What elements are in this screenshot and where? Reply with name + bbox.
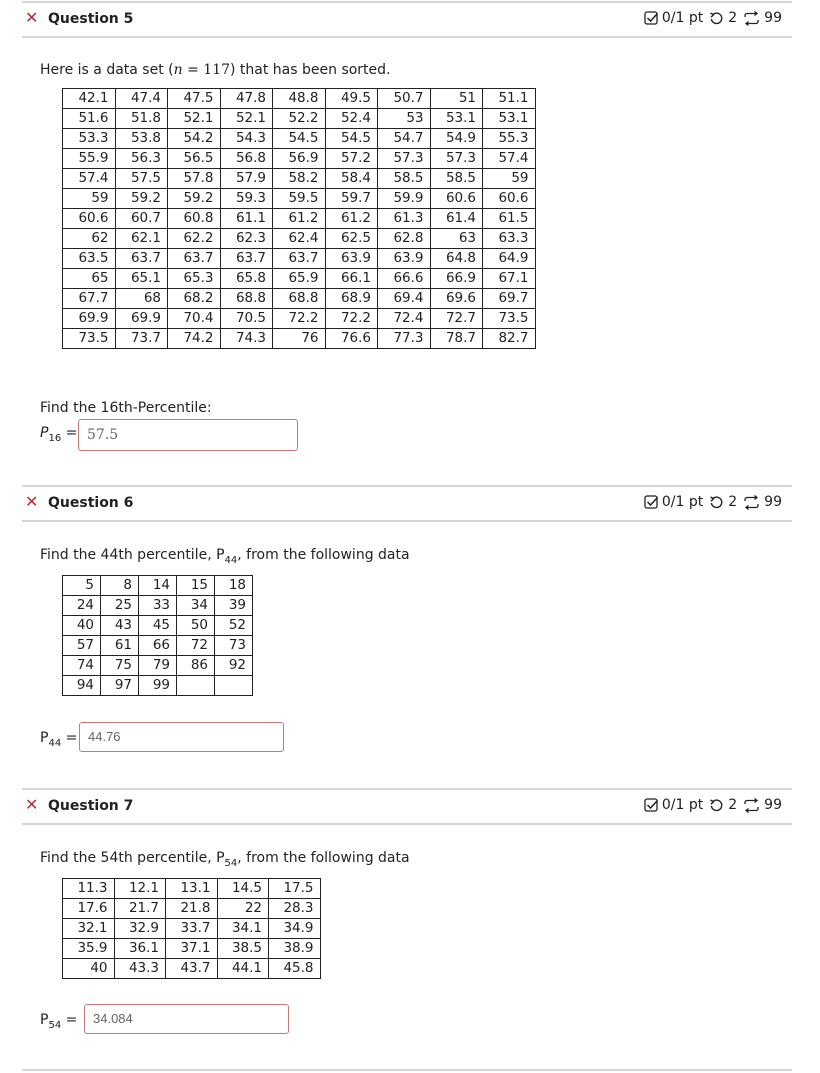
table-cell: 54.3 [220, 129, 273, 149]
table-cell: 86 [177, 656, 215, 676]
table-cell: 63.9 [378, 249, 431, 269]
table-cell: 59.9 [378, 189, 431, 209]
table-cell: 53.1 [430, 109, 483, 129]
table-cell: 68.8 [220, 289, 273, 309]
table-cell: 53.3 [63, 129, 116, 149]
table-cell: 51.6 [63, 109, 116, 129]
table-row [63, 616, 253, 636]
checkbox-icon [644, 798, 659, 813]
table-cell: 62.4 [273, 229, 326, 249]
table-cell: 59.2 [168, 189, 221, 209]
table-cell: 5 [63, 576, 101, 596]
table-cell: 22 [217, 899, 269, 919]
table-cell: 43 [101, 616, 139, 636]
table-cell: 42.1 [63, 89, 116, 109]
table-cell: 68.2 [168, 289, 221, 309]
table-cell: 62.3 [220, 229, 273, 249]
table-cell: 57.5 [115, 169, 168, 189]
table-row [63, 656, 253, 676]
table-cell: 54.5 [325, 129, 378, 149]
table-cell: 45 [139, 616, 177, 636]
table-row [63, 596, 253, 616]
table-cell: 50.7 [378, 89, 431, 109]
table-cell: 61.4 [430, 209, 483, 229]
answer-label: $P_{16}$ = [40, 425, 78, 444]
table-cell: 60.7 [115, 209, 168, 229]
table-row [63, 149, 536, 169]
table-cell: 50 [177, 616, 215, 636]
question-meta [644, 10, 782, 26]
table-row [63, 169, 536, 189]
table-cell: 38.5 [217, 939, 269, 959]
table-cell: 33 [139, 596, 177, 616]
question-text: Find the 16th-Percentile: [40, 400, 212, 416]
table-cell: 69.7 [483, 289, 536, 309]
checkbox-icon [644, 495, 659, 510]
retry-icon [709, 798, 724, 813]
table-row [63, 636, 253, 656]
table-cell: 60.8 [168, 209, 221, 229]
table-row [63, 959, 321, 979]
table-cell: 67.1 [483, 269, 536, 289]
table-cell: 94 [63, 676, 101, 696]
table-cell: 74.3 [220, 329, 273, 349]
table-cell: 21.8 [166, 899, 218, 919]
table-cell: 58.5 [378, 169, 431, 189]
table-cell: 63.7 [115, 249, 168, 269]
question-prompt: Here is a data set (n = 117) that has been sorted. [40, 62, 391, 78]
table-cell: 57 [63, 636, 101, 656]
table-cell: 59.2 [115, 189, 168, 209]
table-cell: 63 [430, 229, 483, 249]
table-cell: 72.2 [273, 309, 326, 329]
table-cell: 73.7 [115, 329, 168, 349]
table-cell: 75 [101, 656, 139, 676]
table-row [63, 229, 536, 249]
header-divider [22, 520, 792, 522]
table-cell: 53 [378, 109, 431, 129]
table-cell: 57.4 [63, 169, 116, 189]
table-cell: 74 [63, 656, 101, 676]
table-cell: 48.8 [273, 89, 326, 109]
x-icon: ✕ [25, 492, 39, 511]
table-cell: 65.8 [220, 269, 273, 289]
table-cell: 52.1 [168, 109, 221, 129]
table-cell: 82.7 [483, 329, 536, 349]
table-cell: 64.8 [430, 249, 483, 269]
table-row [63, 309, 536, 329]
score-text: 0/1 pt [661, 797, 704, 813]
table-cell: 38.9 [269, 939, 321, 959]
table-cell: 92 [215, 656, 253, 676]
table-cell: 28.3 [269, 899, 321, 919]
table-cell [215, 676, 253, 696]
table-cell: 34 [177, 596, 215, 616]
table-cell: 18 [215, 576, 253, 596]
table-cell: 63.7 [273, 249, 326, 269]
attempts-icon [743, 495, 760, 510]
table-cell: 51.8 [115, 109, 168, 129]
table-cell: 69.9 [115, 309, 168, 329]
table-cell: 34.9 [269, 919, 321, 939]
table-cell: 43.3 [114, 959, 166, 979]
table-cell: 57.3 [430, 149, 483, 169]
header-divider [22, 823, 792, 825]
table-row [63, 676, 253, 696]
table-cell: 63.7 [168, 249, 221, 269]
table-cell: 58.2 [273, 169, 326, 189]
table-cell: 55.3 [483, 129, 536, 149]
table-cell: 63.9 [325, 249, 378, 269]
table-cell: 69.9 [63, 309, 116, 329]
table-row [63, 109, 536, 129]
table-cell: 59.7 [325, 189, 378, 209]
table-cell: 37.1 [166, 939, 218, 959]
question-5-header [22, 2, 792, 36]
table-cell: 64.9 [483, 249, 536, 269]
table-cell: 74.2 [168, 329, 221, 349]
table-cell: 68 [115, 289, 168, 309]
table-cell: 33.7 [166, 919, 218, 939]
table-cell: 59.5 [273, 189, 326, 209]
checkbox-icon [644, 11, 659, 26]
attempts-icon [743, 798, 760, 813]
table-cell: 58.5 [430, 169, 483, 189]
table-cell: 17.6 [63, 899, 115, 919]
table-cell: 62.8 [378, 229, 431, 249]
table-cell: 57.4 [483, 149, 536, 169]
table-cell: 39 [215, 596, 253, 616]
table-cell: 77.3 [378, 329, 431, 349]
table-cell: 79 [139, 656, 177, 676]
table-cell: 44.1 [217, 959, 269, 979]
table-row [63, 249, 536, 269]
attempts-count: 99 [764, 494, 782, 510]
table-cell: 67.7 [63, 289, 116, 309]
answer-label: $P_{54}$ = [40, 1012, 78, 1031]
retries-count: 2 [728, 494, 738, 510]
table-cell: 56.8 [220, 149, 273, 169]
table-cell: 52.4 [325, 109, 378, 129]
header-divider [22, 36, 792, 38]
table-cell: 47.8 [220, 89, 273, 109]
table-cell: 73 [215, 636, 253, 656]
answer-input[interactable]: 34.084 [84, 1004, 289, 1034]
table-cell: 76.6 [325, 329, 378, 349]
table-cell: 43.7 [166, 959, 218, 979]
table-cell: 69.4 [378, 289, 431, 309]
table-cell [177, 676, 215, 696]
retries-count: 2 [728, 797, 738, 813]
table-cell: 56.9 [273, 149, 326, 169]
table-cell: 57.8 [168, 169, 221, 189]
table-cell: 59 [63, 189, 116, 209]
table-row [63, 209, 536, 229]
table-cell: 35.9 [63, 939, 115, 959]
table-cell: 32.9 [114, 919, 166, 939]
table-row [63, 129, 536, 149]
table-cell: 51 [430, 89, 483, 109]
table-cell: 57.3 [378, 149, 431, 169]
question-meta [644, 797, 782, 813]
table-cell: 40 [63, 616, 101, 636]
table-cell: 61.2 [273, 209, 326, 229]
table-cell: 99 [139, 676, 177, 696]
table-cell: 72 [177, 636, 215, 656]
table-cell: 72.4 [378, 309, 431, 329]
table-cell: 54.7 [378, 129, 431, 149]
table-row [63, 329, 536, 349]
table-cell: 70.4 [168, 309, 221, 329]
table-cell: 66.6 [378, 269, 431, 289]
table-cell: 61.2 [325, 209, 378, 229]
question-title: Question 6 [48, 495, 134, 511]
table-row [63, 919, 321, 939]
table-cell: 11.3 [63, 879, 115, 899]
table-row [63, 89, 536, 109]
data-table [62, 878, 321, 979]
table-cell: 14 [139, 576, 177, 596]
table-cell: 60.6 [483, 189, 536, 209]
table-cell: 51.1 [483, 89, 536, 109]
question-prompt: Find the 44th percentile, $P_{44}$, from the following data [40, 547, 410, 566]
table-cell: 63.5 [63, 249, 116, 269]
data-table [62, 88, 536, 349]
table-cell: 97 [101, 676, 139, 696]
attempts-count: 99 [764, 797, 782, 813]
question-title: Question 5 [48, 11, 134, 27]
table-cell: 49.5 [325, 89, 378, 109]
table-cell: 14.5 [217, 879, 269, 899]
table-cell: 45.8 [269, 959, 321, 979]
table-row [63, 269, 536, 289]
table-row [63, 289, 536, 309]
table-cell: 12.1 [114, 879, 166, 899]
table-cell: 52 [215, 616, 253, 636]
question-6-header [22, 486, 792, 520]
answer-input[interactable]: 57.5 [78, 419, 298, 451]
table-cell: 57.9 [220, 169, 273, 189]
question-title: Question 7 [48, 798, 134, 814]
table-row [63, 939, 321, 959]
score-text: 0/1 pt [661, 10, 704, 26]
table-cell: 21.7 [114, 899, 166, 919]
x-icon: ✕ [25, 8, 39, 27]
table-cell: 66.1 [325, 269, 378, 289]
table-cell: 61.3 [378, 209, 431, 229]
table-cell: 73.5 [483, 309, 536, 329]
table-cell: 54.9 [430, 129, 483, 149]
table-cell: 65 [63, 269, 116, 289]
table-cell: 8 [101, 576, 139, 596]
table-cell: 53.1 [483, 109, 536, 129]
attempts-icon [743, 11, 760, 26]
data-table [62, 575, 253, 696]
table-cell: 55.9 [63, 149, 116, 169]
table-cell: 65.9 [273, 269, 326, 289]
table-row [63, 189, 536, 209]
table-cell: 69.6 [430, 289, 483, 309]
question-meta [644, 494, 782, 510]
table-cell: 73.5 [63, 329, 116, 349]
table-cell: 54.2 [168, 129, 221, 149]
table-row [63, 899, 321, 919]
table-cell: 13.1 [166, 879, 218, 899]
table-row [63, 576, 253, 596]
table-cell: 61 [101, 636, 139, 656]
table-cell: 56.3 [115, 149, 168, 169]
table-cell: 65.3 [168, 269, 221, 289]
table-cell: 62.5 [325, 229, 378, 249]
table-cell: 53.8 [115, 129, 168, 149]
table-cell: 63.3 [483, 229, 536, 249]
answer-input[interactable]: 44.76 [79, 722, 284, 752]
table-row [63, 879, 321, 899]
answer-label: $P_{44}$ = [40, 730, 78, 749]
table-cell: 68.8 [273, 289, 326, 309]
attempts-count: 99 [764, 10, 782, 26]
table-cell: 65.1 [115, 269, 168, 289]
table-cell: 52.1 [220, 109, 273, 129]
retry-icon [709, 11, 724, 26]
table-cell: 76 [273, 329, 326, 349]
table-cell: 56.5 [168, 149, 221, 169]
table-cell: 68.9 [325, 289, 378, 309]
question-7-header [22, 789, 792, 823]
x-icon: ✕ [25, 795, 39, 814]
question-prompt: Find the 54th percentile, $P_{54}$, from the following data [40, 850, 410, 869]
table-cell: 60.6 [430, 189, 483, 209]
table-cell: 72.7 [430, 309, 483, 329]
bottom-divider [22, 1069, 792, 1071]
table-cell: 34.1 [217, 919, 269, 939]
table-cell: 57.2 [325, 149, 378, 169]
table-cell: 66 [139, 636, 177, 656]
table-cell: 36.1 [114, 939, 166, 959]
table-cell: 66.9 [430, 269, 483, 289]
table-cell: 58.4 [325, 169, 378, 189]
table-cell: 60.6 [63, 209, 116, 229]
table-cell: 63.7 [220, 249, 273, 269]
table-cell: 78.7 [430, 329, 483, 349]
table-cell: 54.5 [273, 129, 326, 149]
table-cell: 61.1 [220, 209, 273, 229]
table-cell: 52.2 [273, 109, 326, 129]
score-text: 0/1 pt [661, 494, 704, 510]
retries-count: 2 [728, 10, 738, 26]
table-cell: 47.5 [168, 89, 221, 109]
table-cell: 25 [101, 596, 139, 616]
table-cell: 62 [63, 229, 116, 249]
retry-icon [709, 495, 724, 510]
table-cell: 61.5 [483, 209, 536, 229]
table-cell: 17.5 [269, 879, 321, 899]
table-cell: 62.1 [115, 229, 168, 249]
table-cell: 40 [63, 959, 115, 979]
table-cell: 24 [63, 596, 101, 616]
table-cell: 32.1 [63, 919, 115, 939]
table-cell: 47.4 [115, 89, 168, 109]
table-cell: 72.2 [325, 309, 378, 329]
table-cell: 62.2 [168, 229, 221, 249]
table-cell: 70.5 [220, 309, 273, 329]
table-cell: 15 [177, 576, 215, 596]
table-cell: 59 [483, 169, 536, 189]
table-cell: 59.3 [220, 189, 273, 209]
